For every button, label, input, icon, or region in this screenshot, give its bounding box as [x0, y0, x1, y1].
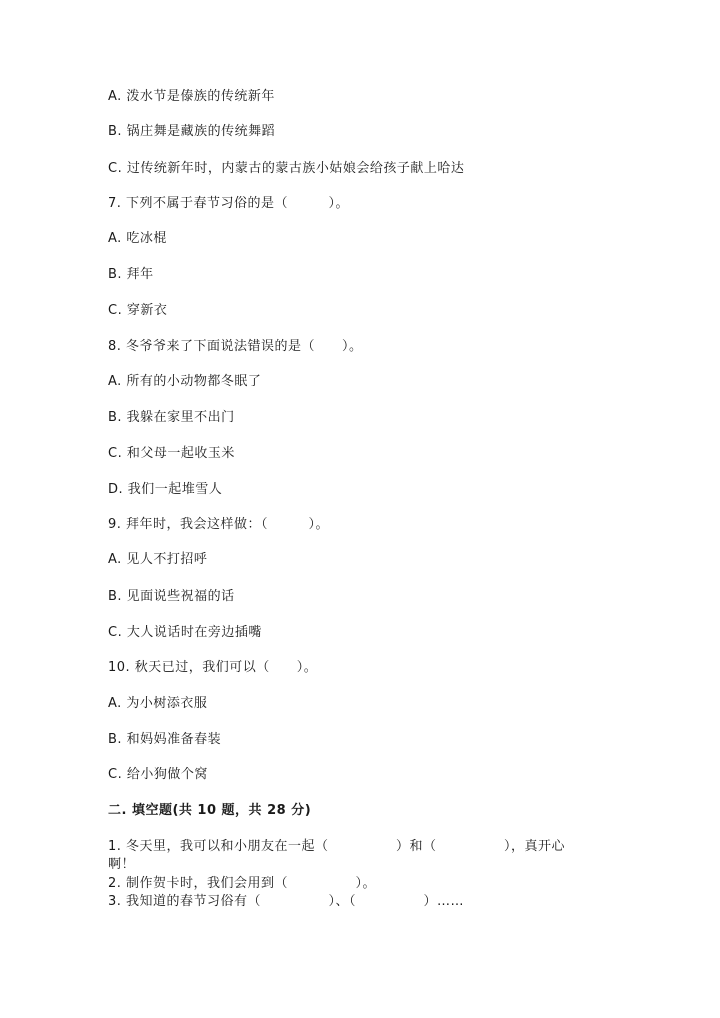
q9-option-b: B. 见面说些祝福的话	[108, 589, 235, 604]
q7-question: 7. 下列不属于春节习俗的是（ ）。	[108, 196, 350, 211]
fill-item-1-cont: 啊！	[108, 857, 136, 872]
q9-option-c: C. 大人说话时在旁边插嘴	[108, 625, 262, 640]
fill-item-3: 3. 我知道的春节习俗有（ ）、（ ）……	[108, 894, 465, 909]
q6-option-a: A. 泼水节是傣族的传统新年	[108, 89, 275, 104]
q8-question: 8. 冬爷爷来了下面说法错误的是（ ）。	[108, 339, 363, 354]
section-heading: 二. 填空题(共 10 题，共 28 分)	[108, 803, 312, 818]
q8-option-c: C. 和父母一起收玉米	[108, 446, 235, 461]
q10-option-a: A. 为小树添衣服	[108, 696, 208, 711]
q10-question: 10. 秋天已过，我们可以（ ）。	[108, 660, 318, 675]
q7-option-c: C. 穿新衣	[108, 303, 168, 318]
q6-option-c: C. 过传统新年时，内蒙古的蒙古族小姑娘会给孩子献上哈达	[108, 161, 465, 176]
q9-question: 9. 拜年时，我会这样做：（ ）。	[108, 517, 330, 532]
q8-option-a: A. 所有的小动物都冬眠了	[108, 374, 262, 389]
q8-option-d: D. 我们一起堆雪人	[108, 482, 223, 497]
fill-item-2: 2. 制作贺卡时，我们会用到（ ）。	[108, 876, 377, 891]
q10-option-b: B. 和妈妈准备春装	[108, 732, 222, 747]
q10-option-c: C. 给小狗做个窝	[108, 767, 208, 782]
q7-option-b: B. 拜年	[108, 267, 154, 282]
fill-item-1: 1. 冬天里，我可以和小朋友在一起（ ）和（ ），真开心	[108, 839, 566, 854]
q9-option-a: A. 见人不打招呼	[108, 552, 208, 567]
q7-option-a: A. 吃冰棍	[108, 231, 167, 246]
q8-option-b: B. 我躲在家里不出门	[108, 410, 235, 425]
q6-option-b: B. 锅庄舞是藏族的传统舞蹈	[108, 124, 276, 139]
